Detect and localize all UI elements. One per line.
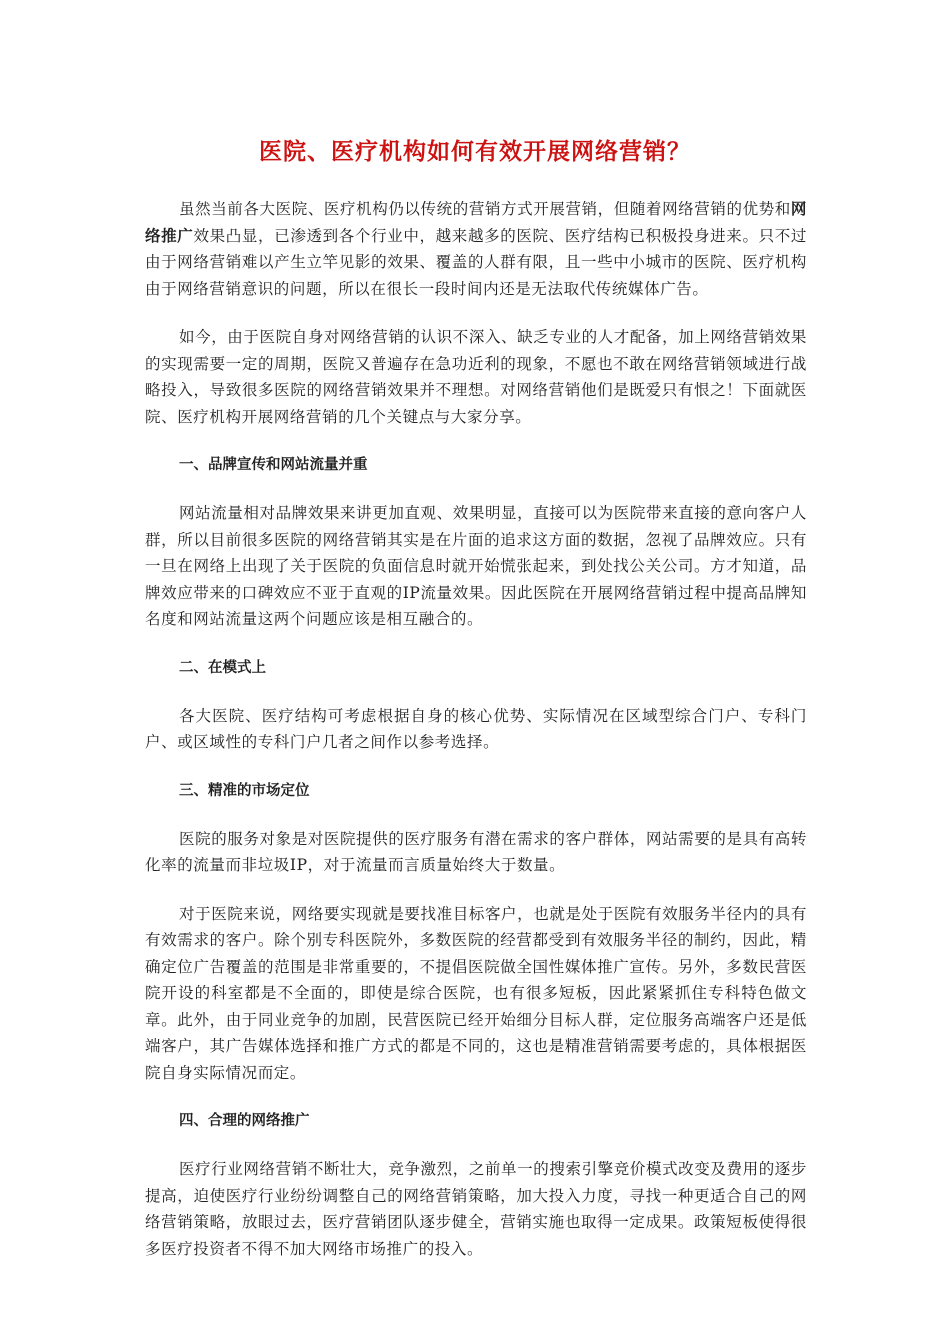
section-heading-positioning: 三、精准的市场定位 [179, 782, 310, 799]
paragraph-positioning: 医院的服务对象是对医院提供的医疗服务有潜在需求的客户群体，网站需要的是具有高转化率的流量而非垃圾IP，对于流量而言质量始终大于数量。 [145, 829, 807, 874]
paragraph-intro-rest: 效果凸显，已渗透到各个行业中，越来越多的医院、医疗结构已积极投身进来。只不过由于网络营销难以产生立竿见影的效果、覆盖的人群有限，且一些中小城市的医院、医疗机构由于网络营销意识的问题，所以在很长一段时间内还是无法取代传统媒体广告。 [145, 226, 807, 298]
paragraph-promotion: 医疗行业网络营销不断壮大，竞争激烈，之前单一的搜索引擎竞价模式改变及费用的逐步提高，迫使医疗行业纷纷调整自己的网络营销策略，加大投入力度，寻找一种更适合自己的网络营销策略，放眼过去，医疗营销团队逐步健全，营销实施也取得一定成果。政策短板使得很多医疗投资者不得不加大网络市场推广的投入。 [145, 1160, 807, 1258]
document-title: 医院、医疗机构如何有效开展网络营销？ [259, 138, 691, 165]
document-body [145, 196, 807, 1284]
paragraph-intro-start: 虽然当前各大医院、医疗机构仍以传统的营销方式开展营销，但随着网络营销的优势和 [179, 200, 791, 218]
section-heading-promotion: 四、合理的网络推广 [179, 1113, 310, 1129]
paragraph-intro [145, 196, 807, 302]
paragraph-current-situation: 如今，由于医院自身对网络营销的认识不深入、缺乏专业的人才配备，加上网络营销效果的实现需要一定的周期，医院又普遍存在急功近利的现象，不愿也不敢在网络营销领域进行战略投入，导致很多医院的网络营销效果并不理想。对网络营销他们是既爱只有恨之！下面就医院、医疗机构开展网络营销的几个关键点与大家分享。 [145, 328, 807, 426]
paragraph-brand-traffic: 网站流量相对品牌效果来讲更加直观、效果明显，直接可以为医院带来直接的意向客户人群，所以目前很多医院的网络营销其实是在片面的追求这方面的数据，忽视了品牌效应。只有一旦在网络上出现了关于医院的负面信息时就开始慌张起来，到处找公关公司。方才知道，品牌效应带来的口碑效应不亚于直观的IP流量效果。因此医院在开展网络营销过程中提高品牌知名度和网站流量这两个问题应该是相互融合的。 [145, 504, 807, 628]
section-heading-brand-traffic: 一、品牌宣传和网站流量并重 [179, 457, 368, 473]
keyword-network-promotion: 网络推广 [145, 199, 807, 245]
paragraph-mode: 各大医院、医疗结构可考虑根据自身的核心优势、实际情况在区域型综合门户、专科门户、或区域性的专科门户几者之间作以参考选择。 [145, 706, 807, 751]
paragraph-target-customers: 对于医院来说，网络要实现就是要找准目标客户，也就是处于医院有效服务半径内的具有有效需求的客户。除个别专科医院外，多数医院的经营都受到有效服务半径的制约，因此，精确定位广告覆盖的范围是非常重要的，不提倡医院做全国性媒体推广宣传。另外，多数民营医院开设的科室都是不全面的，即使是综合医院，也有很多短板，因此紧紧抓住专科特色做文章。此外，由于同业竞争的加剧，民营医院已经开始细分目标人群，定位服务高端客户还是低端客户，其广告媒体选择和推广方式的都是不同的，这也是精准营销需要考虑的，具体根据医院自身实际情况而定。 [145, 904, 807, 1082]
section-heading-mode: 二、在模式上 [179, 659, 266, 676]
